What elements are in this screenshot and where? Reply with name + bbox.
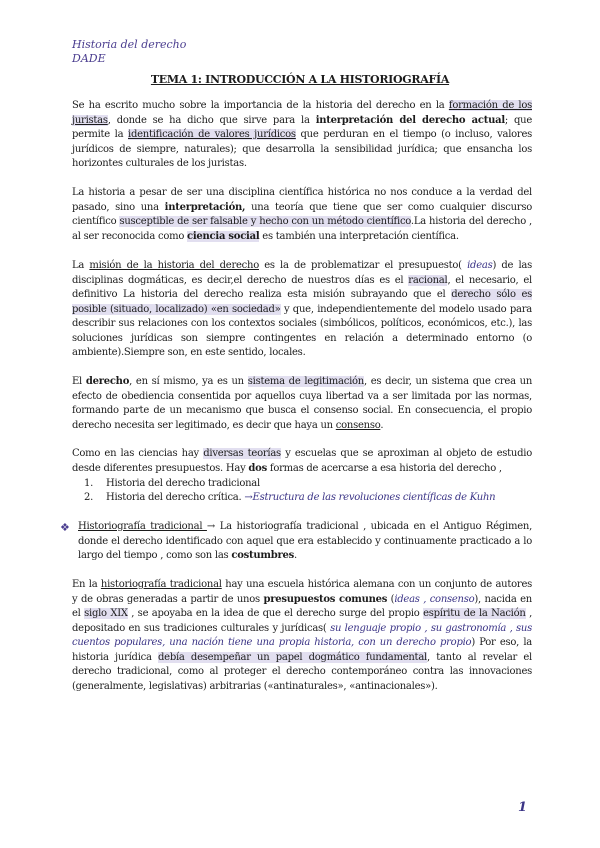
paragraph-1: Se ha escrito mucho sobre la importancia de la historia del derecho en la formación de los juristas, donde se ha dicho que sirve para la interpretación del derecho actual; que permite la identificación de valores jurídicos que perduran en el tiempo (o incluso, valores jurídicos de siempre, naturales); que desarrolla la sensibilidad jurídica; que ensancha los horizontes culturales de los juristas. [72,100,533,169]
paragraph-4: El derecho, en sí mismo, ya es un sistema de legitimación, es decir, un sistema que crea un efecto de obediencia consentida por aquellos cuya libertad va a ser limitada por las normas, formando parte de un mecanismo que busca el consenso social. En consecuencia, el propio derecho necesita ser legitimado, es decir que haya un consenso. [72,376,533,431]
header-degree: DADE [72,52,106,65]
list-item: 2. Historia del derecho crítica. →Estructura de las revoluciones científicas de Kuhn [84,492,496,503]
paragraph-7: En la historiografía tradicional hay una escuela histórica alemana con un conjunto de autores y de obras generadas a partir de unos presupuestos comunes (ideas , consenso), nacida en el siglo XIX , se apoyaba en la idea de que el derecho surge del propio espíritu de la Nación , depositado en sus tradiciones culturales y jurídicas( su lenguaje propio , su gastronomía , sus cuentos populares, una nación tiene una propia historia, con un derecho propio) Por eso, la historia jurídica debía desempeñar un papel dogmático fundamental, tanto al revelar el derecho tradicional, como al proteger el derecho contemporáneo contra las innovaciones (generalmente, legislativas) arbitrarias («antinaturales», «antinacionales»). [72,579,533,692]
header-course: Historia del derecho [72,38,187,51]
page-number: 1 [518,800,528,815]
page-title: TEMA 1: INTRODUCCIÓN A LA HISTORIOGRAFÍA [150,73,450,86]
kuhn-note: →Estructura de las revoluciones científicas de Kuhn [244,492,496,503]
approaches-list [84,477,534,505]
paragraph-6: Historiografía tradicional → La historiografía tradicional , ubicada en el Antiguo Régimen, donde el derecho identificado con aquel que era establecido y continuamente practicado a lo largo del tiempo , como son las costumbres. [78,521,532,561]
list-item: 1. Historia del derecho tradicional [84,478,260,489]
diamond-bullet-icon: ❖ [60,521,70,534]
running-header [72,38,186,66]
paragraph-3: La misión de la historia del derecho es la de problematizar el presupuesto( ideas) de las disciplinas dogmáticas, es decir,el derecho de nuestros días es el racional, el necesario, el definitivo La historia del derecho realiza esta misión subrayando que el derecho sólo es posible (situado, localizado) «en sociedad» y que, independientemente del modelo usado para describir sus relaciones con los contextos sociales (simbólicos, políticos, económicos, etc.), las soluciones jurídicas son siempre contingentes en relación a determinado entorno (o ambiente).Siempre son, en este sentido, locales. [72,260,533,358]
paragraph-2: La historia a pesar de ser una disciplina científica histórica no nos conduce a la verdad del pasado, sino una interpretación, una teoría que tiene que ser como cualquier discurso científico susceptible de ser falsable y hecho con un método científico.La historia del derecho , al ser reconocida como ciencia social es también una interpretación científica. [72,187,532,242]
paragraph-5: Como en las ciencias hay diversas teorías y escuelas que se aproximan al objeto de estudio desde diferentes presupuestos. Hay dos formas de acercarse a esa historia del derecho , [72,448,532,474]
arrow-right-icon: → [206,521,216,532]
